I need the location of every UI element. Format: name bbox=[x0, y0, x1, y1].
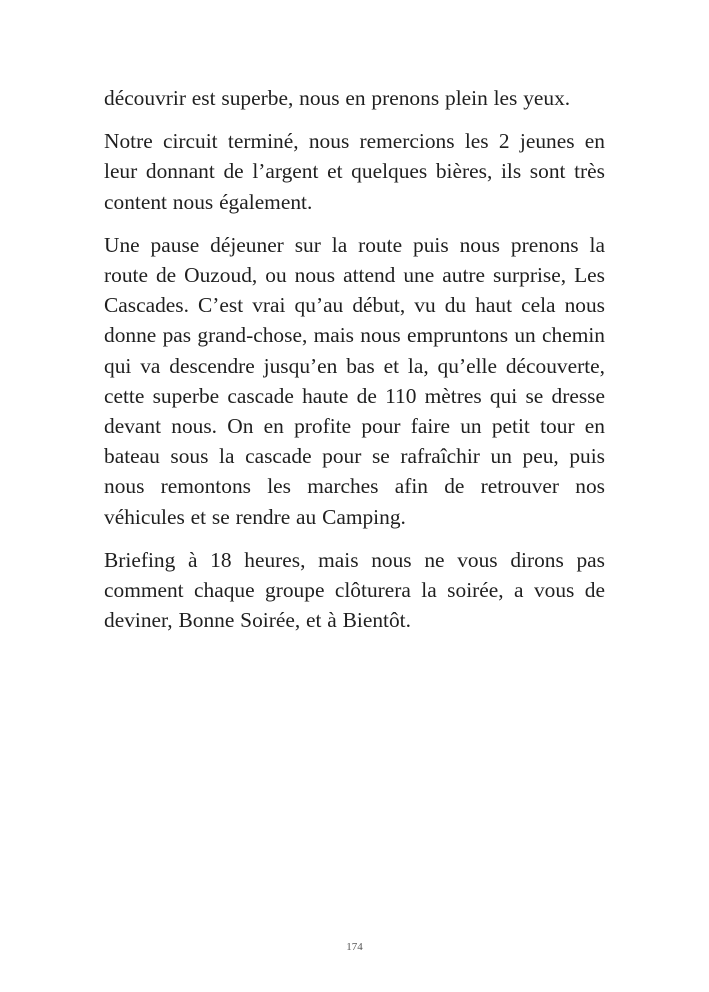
body-text bbox=[104, 83, 605, 648]
page-number: 174 bbox=[346, 941, 363, 953]
paragraph-4: Briefing à 18 heures, mais nous ne vous dirons pas comment chaque groupe clôturera la soirée, a vous de deviner, Bonne Soirée, et à Bientôt. bbox=[104, 547, 605, 633]
paragraph-1: découvrir est superbe, nous en prenons plein les yeux. bbox=[104, 86, 571, 110]
paragraph-3: Une pause déjeuner sur la route puis nous prenons la route de Ouzoud, ou nous attend une autre surprise, Les Cascades. C’est vrai qu’au début, vu du haut cela nous donne pas grand-chose, mais nous empruntons un chemin qui va descendre jusqu’en bas et la, qu’elle découverte, cette superbe cascade haute de 110 mètres qui se dresse devant nous. On en profite pour faire un petit tour en bateau sous la cascade pour se rafraîchir un peu, puis nous remontons les marches afin de retrouver nos véhicules et se rendre au Camping. bbox=[104, 232, 605, 529]
paragraph-2: Notre circuit terminé, nous remercions les 2 jeunes en leur donnant de l’argent et quelques bières, ils sont très content nous également. bbox=[104, 129, 605, 214]
